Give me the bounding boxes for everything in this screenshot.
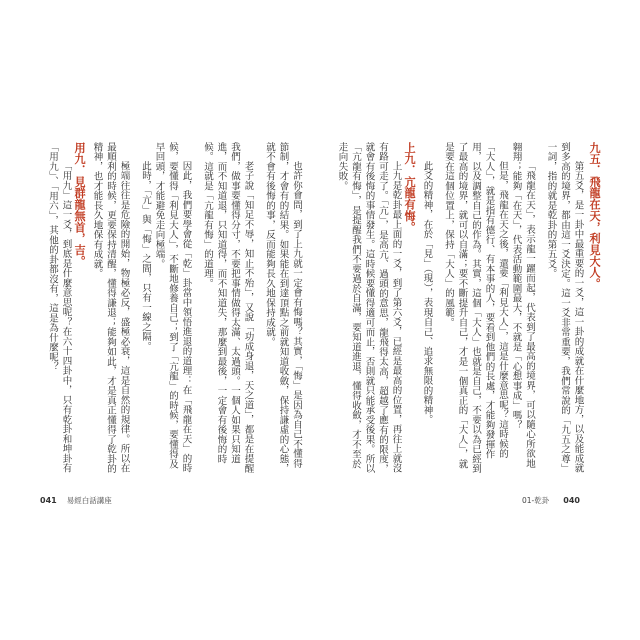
paragraph: 也許你會問，到了上九就一定會有悔嗎？其實，「悔」是因為自己不懂得節制，才會有的結果。如果能在到達頂點之前就知道收斂，保持謙虛的心態，就不會有後悔的事，反而能夠長久地保持成就。 [264, 142, 302, 474]
paragraph: 「用九」這一爻，到底是什麼意思呢？在六十四卦中，只有乾卦和坤卦有「用九」、「用六」，其他的卦都沒有，這是為什麼呢？ [47, 142, 72, 473]
page-number: 041 [40, 496, 57, 505]
paragraph: 第五爻，是一卦中最重要的一爻，這一卦的成就在什麼地方，以及能成就到多高的境界，都由這一爻決定。這一爻非常重要，我們常說的「九五之尊」一詞，指的就是乾卦的第五爻。 [545, 142, 584, 474]
page-number: 040 [563, 496, 580, 505]
right-page-text [333, 142, 601, 476]
section-heading-yongjiu: 用九．見群龍無首，吉。 [73, 142, 86, 267]
paragraph: 「飛龍在天」，表示龍一躍而起，代表到了最高的境界，可以隨心所欲地翱翔；能夠「在天」，代表活動範圍最大，不就是「心想事成」嗎？ [510, 142, 535, 469]
paragraph: 因此，我們要學會從「乾」卦當中領悟進退的道理：在「飛龍在天」的時候，要懂得「利見大人」，不斷地修養自己；到了「亢龍」的時候，要懂得及早回頭，才能避免走向極端。 [153, 142, 192, 473]
running-head-chapter: 01-乾卦 [522, 496, 550, 505]
left-page-footer [40, 495, 112, 506]
paragraph: 此爻的精神，在於「見」（現），表現自己、追求無限的精神。 [421, 161, 433, 425]
paragraph: 極端往往是危險的開始，物極必反，盛極必衰，這是自然的規律。所以在最順利的時候，更要保持清醒，懂得謙退；能夠如此，才是真正懂得了乾卦的精神，也才能長久地保有成就。 [91, 142, 130, 474]
running-head-book-title: 易經白話講座 [66, 496, 112, 505]
left-page-text [38, 142, 303, 476]
section-heading-shangjiu: 上九．亢龍有悔。 [403, 142, 416, 233]
section-heading-jiuwu: 九五．飛龍在天，利見大人。 [588, 142, 601, 290]
paragraph: 老子說「知足不辱，知止不殆」，又說「功成身退，天之道」，都是在提醒我們，做事要懂得分寸，不要把事情做得太滿、太過頭。一個人如果只知道進，而不知道退，只知道得，而不知道失，那麼到最後，一定會有後悔的時候。這就是「亢龍有悔」的道理。 [202, 142, 254, 474]
right-page-footer [522, 495, 580, 506]
paragraph: 此時，「亢」與「悔」之間，只有一線之隔。 [140, 161, 151, 352]
paragraph: 上九是乾卦最上面的一爻，到了第六爻，已經是最高的位置，再往上就沒有路可走了。「亢」，是高亢、過頭的意思，龍飛得太高，超越了應有的限度，就會有後悔的事情發生。這時候要懂得適可而止，否則就只能承受後果。所以「亢龍有悔」，是提醒我們不要過於自滿，要知道進退，懂得收斂，才不至於走向失敗。 [336, 142, 402, 474]
paragraph: 但是，飛龍在天之後，還要「利見大人」，這是什麼意思呢？這時候的「大人」，就是指有德行、有本事的人，要看到他們的長處，才能夠發揮作用，以及調整自己的作為。其實，這個「大人」也就是自己，不要以為已經到了最高的境界，就可以自滿；要不斷提升自己，才是一個真正的「大人」，就是要在這個位置上，保持「大人」的風範。 [443, 142, 508, 474]
